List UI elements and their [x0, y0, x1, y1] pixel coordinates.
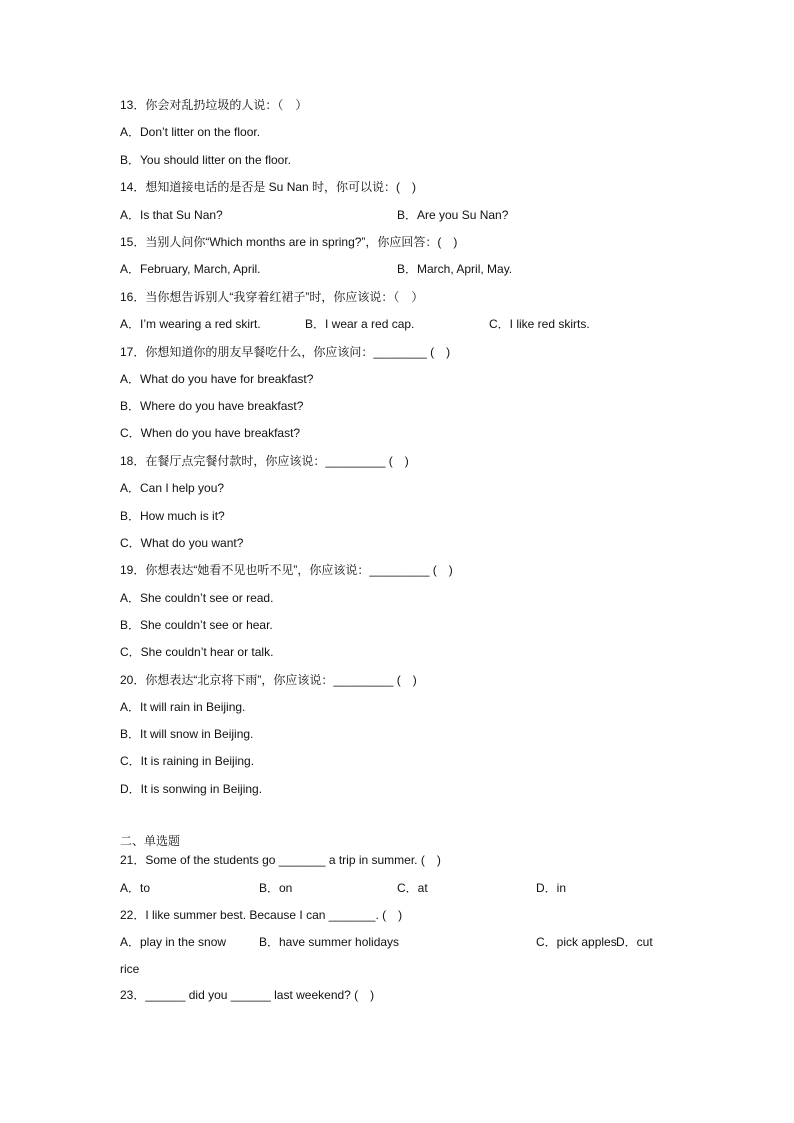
question-21-option-c: C．at: [397, 881, 428, 895]
question-19-option-a: A．She couldn’t see or read.: [120, 591, 274, 605]
question-17-option-c: C．When do you have breakfast?: [120, 426, 301, 440]
question-13-option-a: A．Don’t litter on the floor.: [120, 125, 261, 139]
question-13-option-b: B．You should litter on the floor.: [120, 153, 292, 167]
question-16-option-a: A．I’m wearing a red skirt.: [120, 317, 261, 331]
question-18-option-c: C．What do you want?: [120, 536, 244, 550]
question-17-stem: 17．你想知道你的朋友早餐吃什么，你应该问：________ ( ): [120, 345, 451, 359]
question-14-options: [120, 207, 680, 223]
question-22-stem: 22．I like summer best. Because I can _______. ( ): [120, 908, 403, 922]
question-16-option-c: C．I like red skirts.: [489, 317, 590, 331]
question-14-stem: 14．想知道接电话的是否是 Su Nan 时，你可以说：( ): [120, 180, 417, 194]
question-21-option-a: A．to: [120, 881, 151, 895]
question-16-stem: 16．当你想告诉别人“我穿着红裙子”时，你应该说：（ ）: [120, 290, 424, 304]
question-22-option-c: C．pick apples: [536, 935, 617, 949]
question-17-option-a: A．What do you have for breakfast?: [120, 372, 314, 386]
question-22-option-a: A．play in the snow: [120, 935, 227, 949]
question-20-option-b: B．It will snow in Beijing.: [120, 727, 254, 741]
question-19-option-b: B．She couldn’t see or hear.: [120, 618, 273, 632]
section-title: 二、单选题: [120, 834, 181, 848]
question-22-options: [120, 934, 680, 950]
question-17-option-b: B．Where do you have breakfast?: [120, 399, 304, 413]
question-21-options: [120, 880, 680, 896]
question-22-option-d: D．cut: [616, 935, 653, 949]
question-19-stem: 19．你想表达“她看不见也听不见”，你应该说：_________ ( ): [120, 563, 453, 577]
question-13-stem: 13．你会对乱扔垃圾的人说：（ ）: [120, 98, 308, 112]
question-18-option-b: B．How much is it?: [120, 509, 225, 523]
question-22-option-b: B．have summer holidays: [259, 935, 400, 949]
question-21-option-d: D．in: [536, 881, 567, 895]
question-22-option-d-continued: rice: [120, 962, 140, 976]
question-15-stem: 15．当别人问你“Which months are in spring?”，你应回答：( ): [120, 235, 458, 249]
question-19-option-c: C．She couldn’t hear or talk.: [120, 645, 274, 659]
question-18-stem: 18．在餐厅点完餐付款时，你应该说：_________ ( ): [120, 454, 409, 468]
question-21-stem: 21．Some of the students go _______ a trip in summer. ( ): [120, 853, 441, 867]
question-14-option-a: A．Is that Su Nan?: [120, 208, 223, 222]
question-20-option-d: D．It is sonwing in Beijing.: [120, 782, 263, 796]
question-16-option-b: B．I wear a red cap.: [305, 317, 415, 331]
question-14-option-b: B．Are you Su Nan?: [397, 208, 509, 222]
question-20-option-a: A．It will rain in Beijing.: [120, 700, 246, 714]
question-18-option-a: A．Can I help you?: [120, 481, 225, 495]
question-20-option-c: C．It is raining in Beijing.: [120, 754, 255, 768]
question-23-stem: 23．______ did you ______ last weekend? ( ): [120, 988, 375, 1002]
question-15-option-a: A．February, March, April.: [120, 262, 261, 276]
question-15-option-b: B．March, April, May.: [397, 262, 513, 276]
question-20-stem: 20．你想表达“北京将下雨”，你应该说：_________ ( ): [120, 673, 417, 687]
question-15-options: [120, 261, 680, 277]
question-16-options: [120, 316, 680, 332]
question-21-option-b: B．on: [259, 881, 293, 895]
